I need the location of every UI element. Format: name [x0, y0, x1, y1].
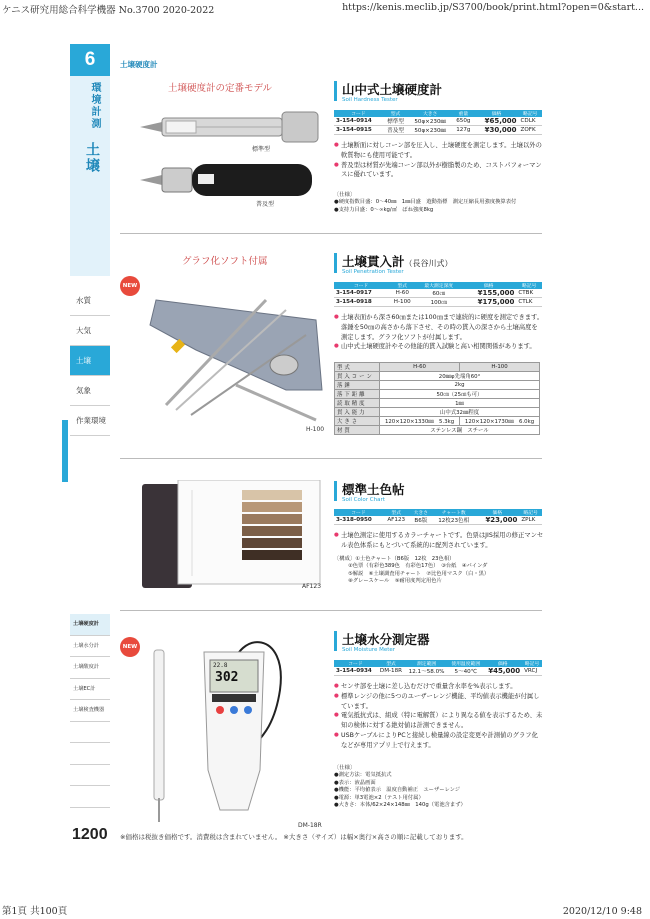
- feature-item: ● 土壌色測定に使用するカラーチャートです。色票はJIS採用の修正マンセル表色体系にもとづいて系統的に配列されています。: [334, 531, 544, 551]
- soil-penetration-tester-image: [136, 280, 326, 430]
- price-table: [334, 282, 542, 307]
- weight: 127g: [452, 126, 474, 135]
- operating-temp: 5～40℃: [448, 667, 483, 676]
- chapter-category: 環境計測: [89, 82, 100, 130]
- product-code: 3-154-0915: [334, 126, 383, 135]
- sub-nav-item-blank-3: [70, 765, 110, 787]
- abbr-code: ZOFK: [519, 126, 542, 135]
- feature-item: ● センサ部を土壌に差し込むだけで重量含水率を%表示します。: [334, 682, 544, 692]
- side-nav-item-air[interactable]: 大気: [70, 316, 110, 346]
- col-header: 価格: [475, 110, 519, 117]
- price-table: [334, 509, 542, 525]
- abbr-code: ZPLK: [519, 516, 542, 525]
- product-subtitle: Soil Penetration Tester: [342, 269, 404, 275]
- table-row: [334, 126, 542, 135]
- price-table: [334, 660, 542, 676]
- feature-item: ● 土壌断面に対しコーン部を圧入し、土壌硬度を測定します。土壌以外の軟質物にも使用可能です。: [334, 141, 544, 161]
- model: 普及型: [383, 126, 409, 135]
- spec-item: ●機能：平均値表示 温度自動補正 ユーザーレンジ: [334, 787, 461, 794]
- cmp-head: H-60: [380, 363, 460, 372]
- spec-list: [334, 765, 544, 809]
- price: ¥65,000: [475, 117, 519, 126]
- side-nav: [70, 286, 110, 436]
- chart-count: 12枚23色相: [432, 516, 475, 525]
- feature-item: ● USBケーブルによりPCと接続し検量線の設定変更や計測値のグラフ化などが専用アプリ上で行えます。: [334, 731, 544, 751]
- col-header: 型式: [388, 282, 416, 289]
- cmp-label: 落下距離: [335, 390, 380, 399]
- category-label: 土壌硬度計: [120, 60, 158, 69]
- abbr-code: CTLK: [516, 298, 542, 307]
- image-caption: DM-18R: [298, 822, 322, 829]
- sub-nav-item-moisture[interactable]: 土壌水分計: [70, 636, 110, 658]
- spec-item: ●電源：単3電池×2（テスト用付属）: [334, 794, 424, 801]
- side-accent-bar: [62, 420, 68, 482]
- product-code: 3-154-0934: [334, 667, 377, 676]
- product-image-title: 土壌硬度計の定番モデル: [168, 83, 273, 94]
- max-depth: 60㎝: [416, 289, 461, 298]
- feature-item: ● 標準レンジの他に5つのユーザーレンジ機能、平均値表示機能が付属しています。: [334, 692, 544, 712]
- cmp-value: 20㎜φ先端角60°: [380, 372, 540, 381]
- product-title: [342, 252, 453, 270]
- cmp-label: 読取精度: [335, 399, 380, 408]
- product-title: 山中式土壌硬度計: [342, 82, 443, 97]
- title-accent-bar: [334, 631, 337, 651]
- product-subtitle: Soil Hardness Tester: [342, 97, 398, 103]
- soil-color-chart-image: [142, 480, 322, 592]
- side-nav-item-water[interactable]: 水質: [70, 286, 110, 316]
- sub-nav-item-blank-2: [70, 743, 110, 765]
- table-row: [334, 117, 542, 126]
- col-header: 略記号: [516, 282, 542, 289]
- side-nav-item-weather[interactable]: 気象: [70, 376, 110, 406]
- page-number: 1200: [72, 826, 108, 843]
- col-header: 略記号: [519, 509, 542, 516]
- soil-moisture-meter-image: [148, 630, 298, 830]
- product-subtitle: Soil Moisture Meter: [342, 647, 396, 653]
- spec-title: 〔仕様〕: [334, 192, 356, 198]
- feature-list: [334, 313, 544, 352]
- spec-title: 〔仕様〕: [334, 765, 356, 771]
- title-accent-bar: [334, 481, 337, 501]
- model: H-100: [388, 298, 416, 307]
- sub-nav-item-ec[interactable]: 土壌EC計: [70, 679, 110, 701]
- product-code: 3-154-0917: [334, 289, 388, 298]
- product-code: 3-154-0914: [334, 117, 383, 126]
- spec-item: ●硬度指数目盛：0～40㎜ 1㎜目盛 遊動指標 測定圧縮長用強度換算表付: [334, 199, 517, 206]
- spec-item: ⑧グレースケール ⑨耐用度判定用色片: [348, 578, 442, 585]
- spec-list: [334, 556, 544, 586]
- price: ¥155,000: [461, 289, 516, 298]
- spec-item: ●測定方法：電気抵抗式: [334, 772, 392, 779]
- title-accent-bar: [334, 253, 337, 273]
- page-footer-count: 第1頁 共100頁: [2, 906, 68, 917]
- col-header: コード: [334, 660, 377, 667]
- model: H-60: [388, 289, 416, 298]
- product-title-text: 土壌貫入計: [342, 254, 405, 269]
- sub-nav: [70, 614, 110, 808]
- model: AF123: [383, 516, 410, 525]
- table-row: [334, 289, 542, 298]
- col-header: 価格: [475, 509, 519, 516]
- section-divider: [120, 610, 542, 611]
- side-nav-item-workplace[interactable]: 作業環境: [70, 406, 110, 436]
- product-title-suffix: （長谷川式）: [404, 259, 453, 268]
- cmp-label: 材質: [335, 426, 380, 435]
- page-footer-date: 2020/12/10 9:48: [562, 906, 642, 917]
- sub-nav-item-blank-1: [70, 722, 110, 744]
- cmp-label: 貫入能力: [335, 408, 380, 417]
- cmp-label: 落錘: [335, 381, 380, 390]
- spec-item: ②色票（有彩色389色 有彩色17色） ③台紙 ④バインダ: [348, 563, 488, 570]
- size: 50φ×230㎜: [408, 126, 452, 135]
- price-footnote: ※価格は税抜き価格です。消費税は含まれていません。 ※大きさ（サイズ）は幅×奥行×高さの順に記載しております。: [120, 833, 468, 841]
- image-caption: H-100: [306, 426, 325, 433]
- cmp-value: ステンレス鋼 スチール: [380, 426, 540, 435]
- abbr-code: VRCJ: [522, 667, 542, 676]
- browser-header-url: https://kenis.meclib.jp/S3700/book/print.html?open=0&start...: [342, 2, 644, 13]
- price-table: [334, 110, 542, 135]
- product-code: 3-318-0950: [334, 516, 383, 525]
- cmp-value: 120×120×1730㎜ 6.0kg: [460, 417, 540, 426]
- new-badge: NEW: [120, 637, 140, 657]
- product-title: 土壌水分測定器: [342, 632, 430, 647]
- product-code: 3-154-0918: [334, 298, 388, 307]
- sub-nav-item-testing[interactable]: 土壌検査機器: [70, 700, 110, 722]
- col-header: 型式: [383, 509, 410, 516]
- sub-nav-item-ph[interactable]: 土壌酸度計: [70, 657, 110, 679]
- abbr-code: CDLK: [519, 117, 542, 126]
- col-header: 型式: [377, 660, 405, 667]
- feature-item: ● 電気抵抗式は、組成（特に電解質）により異なる値を表示するため、未知の検体に対する絶対値は計測できません。: [334, 711, 544, 731]
- price: ¥175,000: [461, 298, 516, 307]
- spec-item: ⑤解説 ⑥土壌調査用チャート ⑦比色用マスク（白・黒）: [348, 570, 490, 577]
- feature-item: ● 普及型は材質が先端コーン部以外が樹脂製のため、コストパフォーマンスに優れています。: [334, 161, 544, 181]
- col-header: コード: [334, 282, 388, 289]
- lcd-readout-top: 22.8: [213, 662, 228, 669]
- cmp-value: 2kg: [380, 381, 540, 390]
- cmp-label: 貫入コーン: [335, 372, 380, 381]
- abbr-code: CTBK: [516, 289, 542, 298]
- image-caption: AF123: [302, 583, 322, 590]
- col-header: コード: [334, 110, 383, 117]
- cmp-value: 山中式32㎜程度: [380, 408, 540, 417]
- col-header: コード: [334, 509, 383, 516]
- spec-list: [334, 192, 544, 214]
- table-row: [334, 516, 542, 525]
- col-header: チャート数: [432, 509, 475, 516]
- cmp-value: 1㎜: [380, 399, 540, 408]
- feature-list: [334, 531, 544, 551]
- col-header: 重量: [452, 110, 474, 117]
- col-header: 型式: [383, 110, 409, 117]
- chapter-tab[interactable]: 6: [70, 44, 110, 76]
- col-header: 略記号: [522, 660, 542, 667]
- col-header: 最大測定深度: [416, 282, 461, 289]
- spec-item: ●大きさ：本体/62×24×148㎜ 140g（電池含まず）: [334, 802, 466, 809]
- title-accent-bar: [334, 81, 337, 101]
- section-divider: [120, 233, 542, 234]
- lcd-readout-main: 302: [215, 670, 239, 685]
- sub-nav-item-hardness[interactable]: 土壌硬度計: [70, 614, 110, 636]
- size: 50φ×230㎜: [408, 117, 452, 126]
- cmp-label: 大きさ: [335, 417, 380, 426]
- col-header: 略記号: [519, 110, 542, 117]
- feature-list: [334, 141, 544, 180]
- cmp-head: 型式: [335, 363, 380, 372]
- col-header: 使用温度範囲: [448, 660, 483, 667]
- section-divider: [120, 458, 542, 459]
- max-depth: 100㎝: [416, 298, 461, 307]
- weight: 650g: [452, 117, 474, 126]
- new-badge: NEW: [120, 276, 140, 296]
- soil-hardness-tester-image: [136, 100, 326, 210]
- product-subtitle: Soil Color Chart: [342, 497, 385, 503]
- model: DM-18R: [377, 667, 405, 676]
- table-row: [334, 298, 542, 307]
- price: ¥45,000: [483, 667, 522, 676]
- side-nav-item-soil[interactable]: 土壌: [70, 346, 110, 376]
- product-image-title: グラフ化ソフト付属: [182, 256, 268, 267]
- model: 標準型: [383, 117, 409, 126]
- cmp-head: H-100: [460, 363, 540, 372]
- feature-list: [334, 682, 544, 751]
- col-header: 大きさ: [410, 509, 433, 516]
- image-caption-popular: 普及型: [256, 201, 275, 208]
- table-row: [334, 667, 542, 676]
- price: ¥23,000: [475, 516, 519, 525]
- col-header: 価格: [483, 660, 522, 667]
- spec-item: ●表示：液晶画面: [334, 779, 376, 786]
- col-header: 大きさ: [408, 110, 452, 117]
- cmp-value: 120×120×1330㎜ 5.3kg: [380, 417, 460, 426]
- price: ¥30,000: [475, 126, 519, 135]
- sub-nav-item-blank-4: [70, 786, 110, 808]
- chapter-section: 土壌: [84, 142, 100, 174]
- measurement-range: 12.1～58.0%: [405, 667, 448, 676]
- size: B6版: [410, 516, 433, 525]
- col-header: 測定範囲: [405, 660, 448, 667]
- product-title: 標準土色帖: [342, 482, 405, 497]
- image-caption-standard: 標準型: [252, 146, 271, 153]
- spec-item: 〔構成〕①土色チャート（B6版 12枚 23色相）: [334, 556, 455, 562]
- cmp-value: 50㎝（25㎝も可）: [380, 390, 540, 399]
- spec-item: ●支持力目盛：0～∞kg/㎠ ばね強度8kg: [334, 206, 434, 213]
- feature-item: ● 土壌表面から深さ60㎝または100㎝まで連続的に硬度を測定できます。落錘を50㎝の高さから落下させ、その時の貫入の深さから土壌高度を測定します。グラフ化ソフトが付属します。: [334, 313, 544, 342]
- comparison-table: [334, 362, 540, 435]
- col-header: 価格: [461, 282, 516, 289]
- browser-header-title: ケニス研究用総合科学機器 No.3700 2020-2022: [2, 5, 215, 16]
- feature-item: ● 山中式土壌硬度計やその他能的貫入試験と高い相関関係があります。: [334, 342, 544, 352]
